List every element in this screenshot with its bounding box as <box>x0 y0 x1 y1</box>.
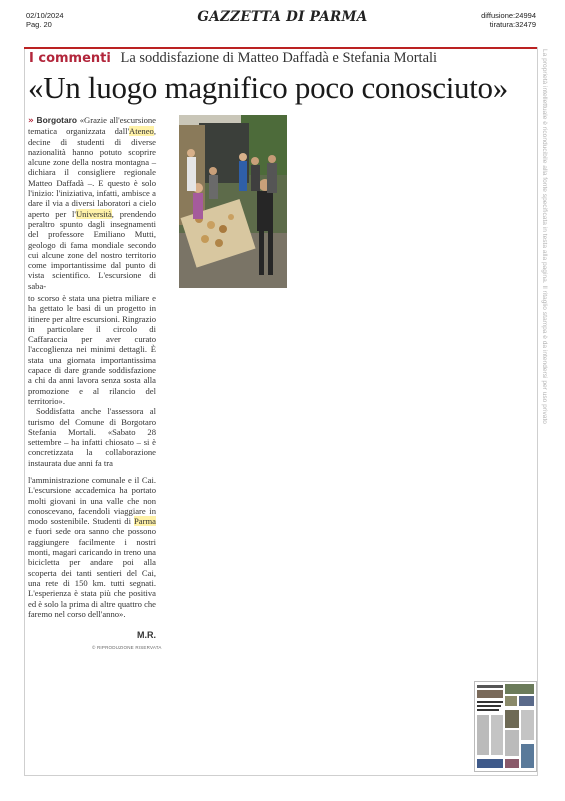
copyright-side-note: La proprietà intellettuale è riconducibile alla fonte specificata in testa alla pagina. Il ritaglio stampa è da intendersi per uso privato <box>541 49 548 424</box>
clipping-meta-right <box>481 11 536 29</box>
circulation-diffusione: diffusione:24994 <box>481 11 536 20</box>
body-text: , prendendo peraltro spunto dagli insegnamenti del professore Emiliano Mutti, geologo di fama mondiale secondo cui alcune zone del nostro territorio come importantissime dal punto di vista scientifico. L'escursione di saba- <box>28 208 156 291</box>
body-paragraph: to scorso è stata una pietra miliare e ha gettato le basi di un progetto in itinere per altre escursioni. Ringrazio in particolare il circolo di Caffaraccia per aver curato l'accoglienza nei minimi dettagli. È stata una giornata importantissima capace di dare grande soddisfazione a chi da anni lavora senza sosta alla promozione e al rilancio del territorio». <box>28 293 156 406</box>
publication-date: 02/10/2024 <box>26 11 64 20</box>
body-paragraph: Soddisfatta anche l'assessora al turismo del Comune di Borgotaro Stefania Mortali. «Sabato 28 settembre – ha infatti chiosato – si è concretizzata la collaborazione instaurata due anni fa tra <box>28 406 156 468</box>
article-column-1 <box>28 115 156 291</box>
author-signature: M.R. <box>137 630 156 640</box>
newspaper-masthead: GAZZETTA DI PARMA <box>197 9 368 25</box>
body-text: «Grazie all'escursione tematica organizzata dall' <box>28 115 157 137</box>
copyright-notice: © RIPRODUZIONE RISERVATA <box>92 645 162 650</box>
page-thumbnail-preview <box>475 682 536 771</box>
body-text: l'amministrazione comunale e il Cai. L'escursione accademica ha portato molti giovani in una valle che non conoscevano, facendoli viaggiare in modo sostenibile. Studenti di <box>28 475 156 527</box>
highlighted-term: Ateneo <box>129 126 154 137</box>
circulation-tiratura: tiratura:32479 <box>489 20 536 29</box>
body-text: , decine di studenti di diverse nazionalità hanno potuto scoprire alcune zone della nostra montagna – dichiara il consigliere regionale Matteo Daffadà –. E questo è solo l'inizio: l'iniziativa, infatti, ambisce a dare il via a diversi laboratori a cielo aperto per l' <box>28 126 156 219</box>
page-number: Pag. 20 <box>26 20 52 29</box>
page-thumbnail <box>474 681 537 772</box>
dateline-place: Borgotaro <box>36 115 78 125</box>
body-text: e fuori sede ora sanno che possono raggiungere facilmente i nostri monti, magari caricando in treno una bicicletta per andare poi alla scoperta dei tanti sentieri del Cai, una rete di 150 km. tutti segnati. L'esperienza è stata più che positiva ed è solo la prima di altre quattro che faremo nel corso dell'anno». <box>28 526 156 619</box>
lead-arrow-icon: » <box>28 116 34 126</box>
article-photo <box>179 115 287 288</box>
article-column-2 <box>28 293 156 468</box>
article-headline: «Un luogo magnifico poco conosciuto» <box>28 70 508 105</box>
article-kicker <box>29 50 437 67</box>
photo-illustration <box>179 115 287 288</box>
kicker-subtitle: La soddisfazione di Matteo Daffadà e Stefania Mortali <box>120 50 438 66</box>
highlighted-term: Parma <box>134 516 156 527</box>
article-column-3 <box>28 475 156 619</box>
section-tag: I commenti <box>29 51 111 66</box>
highlighted-term: Università <box>75 208 112 219</box>
section-rule <box>24 47 537 49</box>
